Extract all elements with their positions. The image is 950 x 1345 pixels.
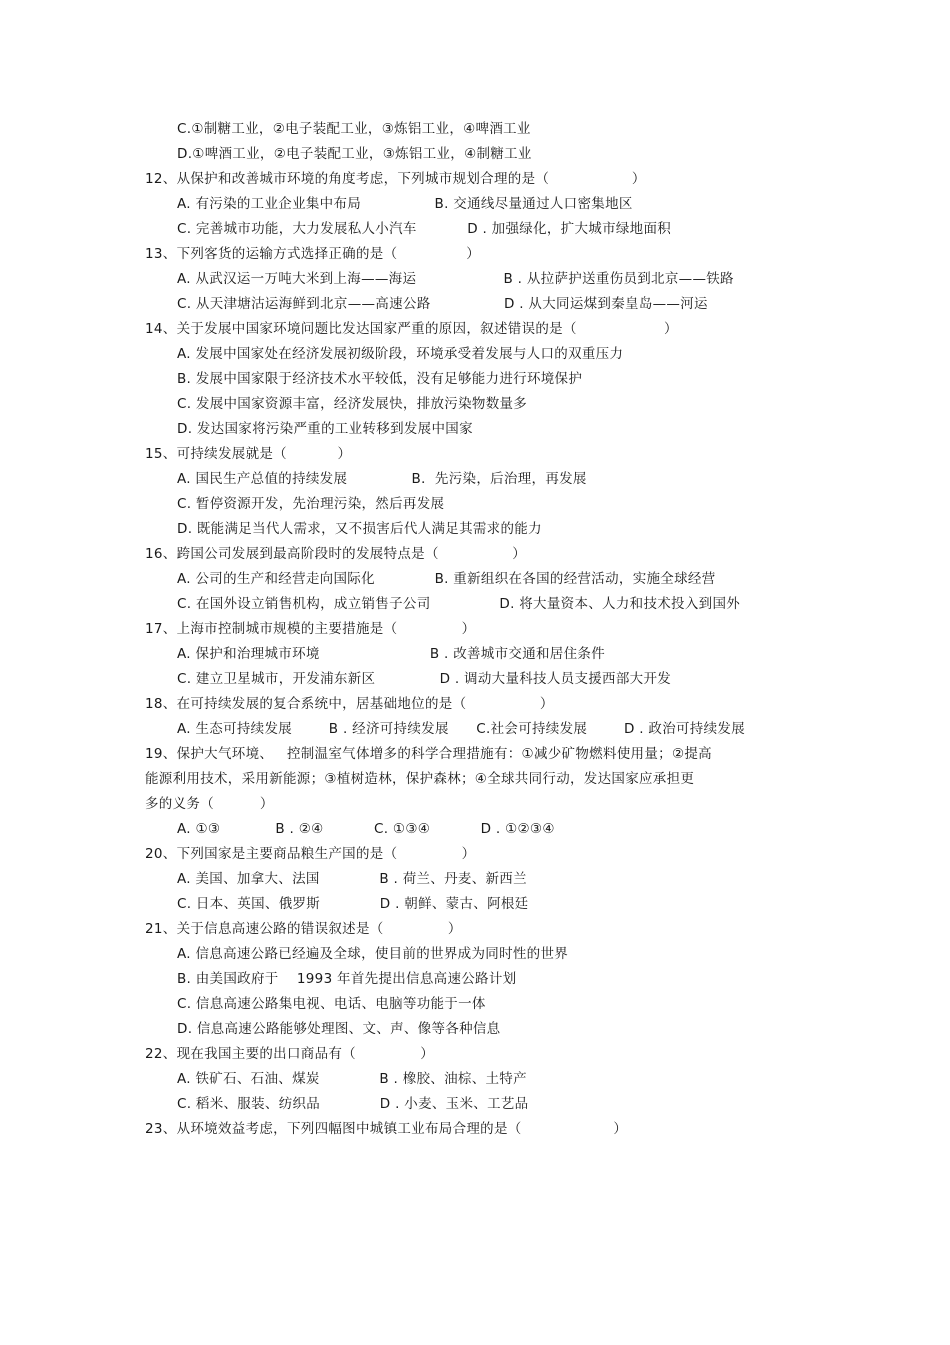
question-line: 16、跨国公司发展到最高阶段时的发展特点是（ ） xyxy=(145,546,527,562)
option-line: C. 信息高速公路集电视、电话、电脑等功能于一体 xyxy=(177,996,486,1012)
option-line: D. 信息高速公路能够处理图、文、声、像等各种信息 xyxy=(177,1021,501,1037)
question-line: 15、可持续发展就是（ ） xyxy=(145,446,352,462)
option-line: C. 日本、英国、俄罗斯 D . 朝鲜、蒙古、阿根廷 xyxy=(177,896,529,912)
option-line: A. 铁矿石、石油、煤炭 B . 橡胶、油棕、土特产 xyxy=(177,1071,527,1087)
question-line: 多的义务（ ） xyxy=(145,796,274,812)
option-line: A. 信息高速公路已经遍及全球，使目前的世界成为同时性的世界 xyxy=(177,946,569,962)
option-line: C. 稻米、服装、纺织品 D . 小麦、玉米、工艺品 xyxy=(177,1096,529,1112)
option-line: A. 有污染的工业企业集中布局 B. 交通线尽量通过人口密集地区 xyxy=(177,196,633,212)
option-line: B. 由美国政府于 1993 年首先提出信息高速公路计划 xyxy=(177,971,517,987)
question-line: 17、上海市控制城市规模的主要措施是（ ） xyxy=(145,621,476,637)
option-line: C. 建立卫星城市，开发浦东新区 D . 调动大量科技人员支援西部大开发 xyxy=(177,671,672,687)
option-line: C. 在国外设立销售机构，成立销售子公司 D. 将大量资本、人力和技术投入到国外 xyxy=(177,596,741,612)
question-line: 21、关于信息高速公路的错误叙述是（ ） xyxy=(145,921,462,937)
option-line: A. ①③ B . ②④ C. ①③④ D . ①②③④ xyxy=(177,821,555,837)
option-line: C. 从天津塘沽运海鲜到北京——高速公路 D . 从大同运煤到秦皇岛——河运 xyxy=(177,296,708,312)
question-line: 14、关于发展中国家环境问题比发达国家严重的原因，叙述错误的是（ ） xyxy=(145,321,678,337)
question-line: 18、在可持续发展的复合系统中，居基础地位的是（ ） xyxy=(145,696,554,712)
question-line: 能源利用技术，采用新能源；③植树造林，保护森林；④全球共同行动，发达国家应承担更 xyxy=(145,771,695,787)
question-line: 19、保护大气环境、 控制温室气体增多的科学合理措施有：①减少矿物燃料使用量；②提高 xyxy=(145,746,712,762)
option-line: C. 暂停资源开发，先治理污染，然后再发展 xyxy=(177,496,445,512)
question-line: 23、从环境效益考虑，下列四幅图中城镇工业布局合理的是（ ） xyxy=(145,1121,628,1137)
option-line: B. 发展中国家限于经济技术水平较低，没有足够能力进行环境保护 xyxy=(177,371,583,387)
option-line: C. 完善城市功能，大力发展私人小汽车 D . 加强绿化，扩大城市绿地面积 xyxy=(177,221,672,237)
option-line: D.①啤酒工业，②电子装配工业，③炼铝工业，④制糖工业 xyxy=(177,146,532,162)
question-line: 22、现在我国主要的出口商品有（ ） xyxy=(145,1046,435,1062)
option-line: A. 发展中国家处在经济发展初级阶段，环境承受着发展与人口的双重压力 xyxy=(177,346,624,362)
option-line: C. 发展中国家资源丰富，经济发展快，排放污染物数量多 xyxy=(177,396,528,412)
option-line: D. 既能满足当代人需求，又不损害后代人满足其需求的能力 xyxy=(177,521,542,537)
option-line: A. 美国、加拿大、法国 B . 荷兰、丹麦、新西兰 xyxy=(177,871,527,887)
option-line: A. 保护和治理城市环境 B . 改善城市交通和居住条件 xyxy=(177,646,606,662)
question-line: 12、从保护和改善城市环境的角度考虑，下列城市规划合理的是（ ） xyxy=(145,171,646,187)
question-line: 20、下列国家是主要商品粮生产国的是（ ） xyxy=(145,846,476,862)
option-line: A. 生态可持续发展 B . 经济可持续发展 C.社会可持续发展 D . 政治可持续发展 xyxy=(177,721,746,737)
option-line: C.①制糖工业，②电子装配工业，③炼铝工业，④啤酒工业 xyxy=(177,121,531,137)
option-line: A. 国民生产总值的持续发展 B．先污染，后治理，再发展 xyxy=(177,471,587,487)
question-line: 13、下列客货的运输方式选择正确的是（ ） xyxy=(145,246,481,262)
option-line: A. 公司的生产和经营走向国际化 B. 重新组织在各国的经营活动，实施全球经营 xyxy=(177,571,716,587)
option-line: D. 发达国家将污染严重的工业转移到发展中国家 xyxy=(177,421,473,437)
option-line: A. 从武汉运一万吨大米到上海——海运 B . 从拉萨护送重伤员到北京——铁路 xyxy=(177,271,734,287)
